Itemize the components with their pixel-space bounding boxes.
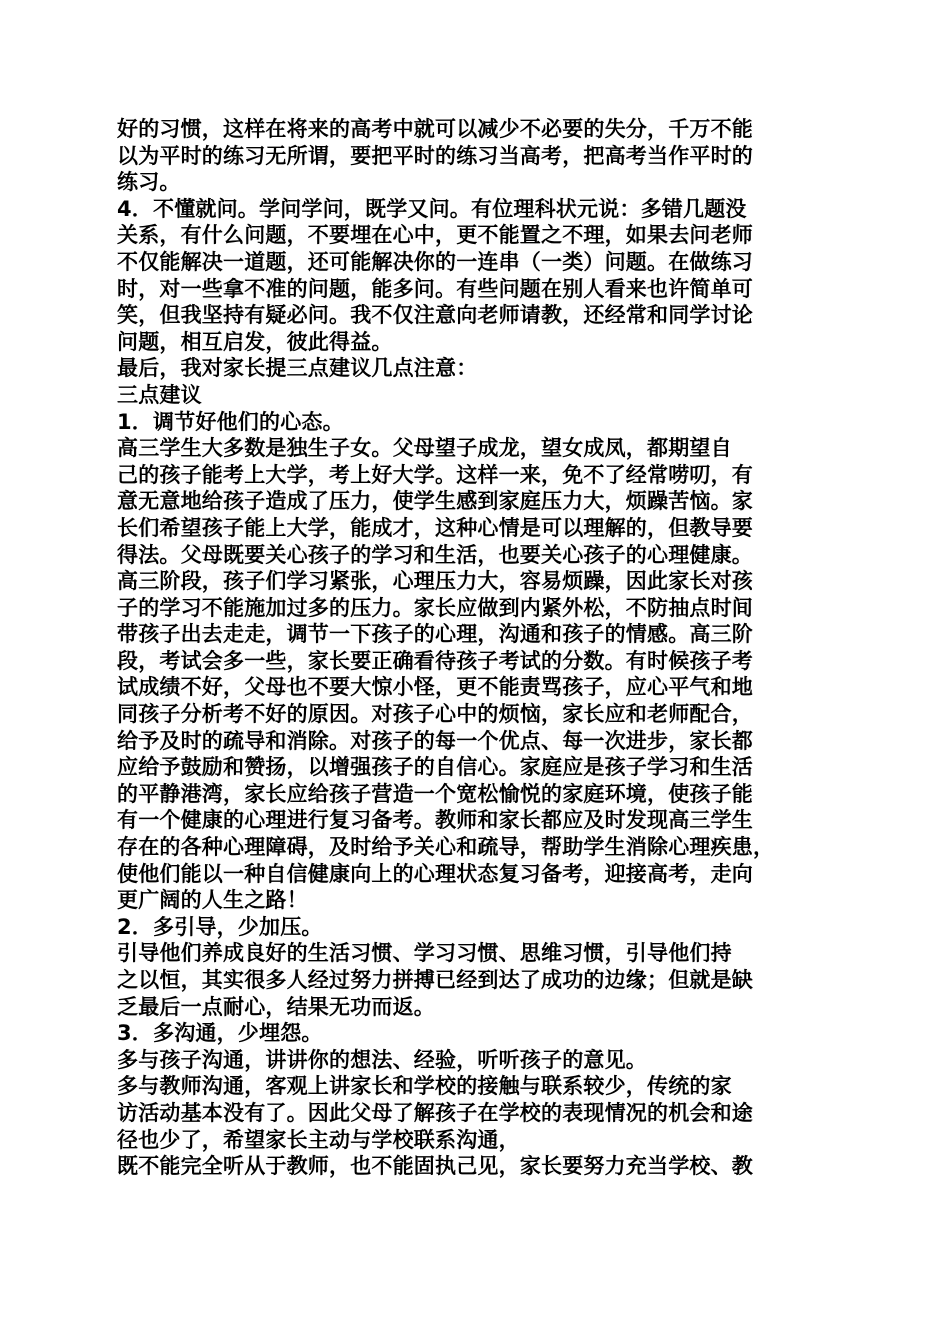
text-line: 问题，相互启发，彼此得益。 — [117, 329, 393, 354]
text-line: 多与孩子沟通，讲讲你的想法、经验，听听孩子的意见。 — [117, 1047, 647, 1072]
text-line: 以为平时的练习无所谓，要把平时的练习当高考，把高考当作平时的 — [117, 143, 753, 168]
text-line: 好的习惯，这样在将来的高考中就可以减少不必要的失分，千万不能 — [117, 117, 753, 141]
text-line: 带孩子出去走走，调节一下孩子的心理，沟通和孩子的情感。高三阶 — [117, 622, 753, 647]
text-line: 3．多沟通，少埋怨。 — [117, 1021, 323, 1046]
text-line: 高三学生大多数是独生子女。父母望子成龙，望女成凤，都期望自 — [117, 436, 732, 461]
text-line: 笑，但我坚持有疑必问。我不仅注意向老师请教，还经常和同学讨论 — [117, 303, 753, 328]
text-line: 有一个健康的心理进行复习备考。教师和家长都应及时发现高三学生 — [117, 808, 753, 833]
text-line: 2．多引导，少加压。 — [117, 914, 323, 939]
text-line: 径也少了，希望家长主动与学校联系沟通， — [117, 1127, 520, 1152]
text-line: 高三阶段，孩子们学习紧张，心理压力大，容易烦躁，因此家长对孩 — [117, 569, 753, 594]
text-line: 多与教师沟通，客观上讲家长和学校的接触与联系较少，传统的家 — [117, 1074, 732, 1099]
text-line: 给予及时的疏导和消除。对孩子的每一个优点、每一次进步，家长都 — [117, 728, 753, 753]
text-line: 长们希望孩子能上大学，能成才，这种心情是可以理解的，但教导要 — [117, 515, 753, 540]
text-line: 意无意地给孩子造成了压力，使学生感到家庭压力大，烦躁苦恼。家 — [117, 489, 753, 514]
text-line: 访活动基本没有了。因此父母了解孩子在学校的表现情况的机会和途 — [117, 1100, 753, 1125]
text-line: 乏最后一点耐心，结果无功而返。 — [117, 994, 435, 1019]
text-line: 得法。父母既要关心孩子的学习和生活，也要关心孩子的心理健康。 — [117, 542, 753, 567]
text-line: 1．调节好他们的心态。 — [117, 409, 344, 434]
text-line: 使他们能以一种自信健康向上的心理状态复习备考，迎接高考，走向 — [117, 861, 753, 886]
text-line: 时，对一些拿不准的问题，能多问。有些问题在别人看来也许简单可 — [117, 276, 753, 301]
text-line: 同孩子分析考不好的原因。对孩子心中的烦恼，家长应和老师配合， — [117, 702, 753, 727]
text-line: 己的孩子能考上大学，考上好大学。这样一来，免不了经常唠叨，有 — [117, 462, 753, 487]
text-line: 4．不懂就问。学问学问，既学又问。有位理科状元说：多错几题没 — [117, 196, 747, 221]
text-line: 既不能完全听从于教师，也不能固执己见，家长要努力充当学校、教 — [117, 1154, 753, 1179]
text-line: 存在的各种心理障碍，及时给予关心和疏导，帮助学生消除心理疾患， — [117, 835, 775, 860]
text-line: 的平静港湾，家长应给孩子营造一个宽松愉悦的家庭环境，使孩子能 — [117, 781, 753, 806]
text-line: 之以恒，其实很多人经过努力拼搏已经到达了成功的边缘；但就是缺 — [117, 968, 753, 992]
text-line: 最后，我对家长提三点建议几点注意： — [117, 356, 478, 381]
text-line: 段，考试会多一些，家长要正确看待孩子考试的分数。有时候孩子考 — [117, 648, 753, 673]
body-text — [117, 116, 847, 1180]
text-line: 子的学习不能施加过多的压力。家长应做到内紧外松，不防抽点时间 — [117, 595, 753, 620]
text-line: 引导他们养成良好的生活习惯、学习习惯、思维习惯，引导他们持 — [117, 941, 732, 966]
text-line: 不仅能解决一道题，还可能解决你的一连串（一类）问题。在做练习 — [117, 249, 753, 274]
text-line: 关系，有什么问题，不要埋在心中，更不能置之不理，如果去问老师 — [117, 223, 753, 248]
text-line: 应给予鼓励和赞扬，以增强孩子的自信心。家庭应是孩子学习和生活 — [117, 755, 753, 780]
text-line: 试成绩不好，父母也不要大惊小怪，更不能责骂孩子，应心平气和地 — [117, 675, 753, 700]
text-line: 练习。 — [117, 170, 181, 195]
text-line: 三点建议 — [117, 382, 202, 407]
text-line: 更广阔的人生之路！ — [117, 888, 308, 913]
